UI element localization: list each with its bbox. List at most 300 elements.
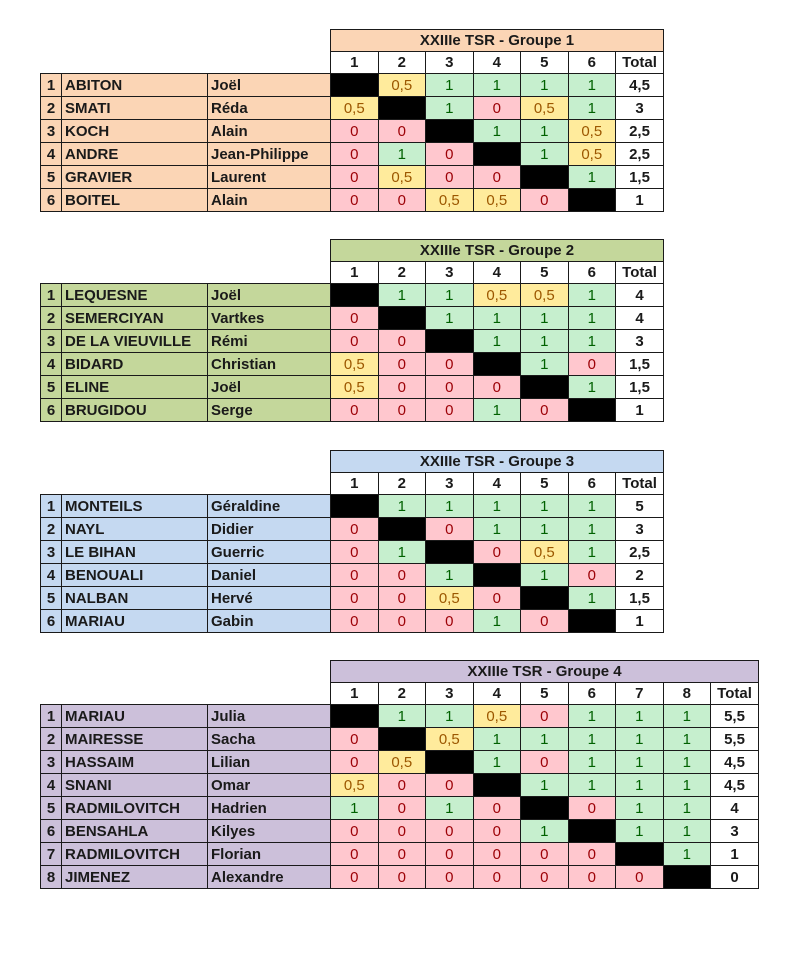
result-cell: 0,5 xyxy=(473,283,522,307)
player-rank: 2 xyxy=(40,96,62,120)
player-first-name: Alain xyxy=(207,188,331,212)
self-cell xyxy=(473,142,522,166)
result-cell: 1 xyxy=(568,773,617,797)
result-cell: 1 xyxy=(568,750,617,774)
player-first-name: Julia xyxy=(207,704,331,728)
result-cell: 1 xyxy=(520,119,569,143)
result-cell: 0 xyxy=(520,842,569,866)
result-cell: 1 xyxy=(473,329,522,353)
header-total: Total xyxy=(710,682,759,705)
result-cell: 0 xyxy=(378,352,427,376)
result-cell: 0 xyxy=(330,586,379,610)
result-cell: 0 xyxy=(378,865,427,889)
result-cell: 1 xyxy=(425,796,474,820)
result-cell: 1 xyxy=(378,704,427,728)
result-cell: 0 xyxy=(425,517,474,541)
player-first-name: Gabin xyxy=(207,609,331,633)
result-cell: 0,5 xyxy=(425,586,474,610)
self-cell xyxy=(663,865,712,889)
result-cell: 1 xyxy=(568,329,617,353)
result-cell: 0 xyxy=(473,796,522,820)
result-cell: 0 xyxy=(568,842,617,866)
player-rank: 5 xyxy=(40,165,62,189)
player-last-name: RADMILOVITCH xyxy=(61,842,208,866)
result-cell: 1 xyxy=(473,306,522,330)
result-cell: 0 xyxy=(520,398,569,422)
self-cell xyxy=(378,306,427,330)
player-first-name: Kilyes xyxy=(207,819,331,843)
result-cell: 0 xyxy=(425,865,474,889)
player-last-name: RADMILOVITCH xyxy=(61,796,208,820)
result-cell: 1 xyxy=(568,375,617,399)
header-opponent-number: 3 xyxy=(425,51,474,74)
result-cell: 0,5 xyxy=(378,165,427,189)
player-first-name: Vartkes xyxy=(207,306,331,330)
player-last-name: KOCH xyxy=(61,119,208,143)
self-cell xyxy=(473,563,522,587)
result-cell: 1 xyxy=(568,96,617,120)
player-total: 4,5 xyxy=(615,73,664,97)
header-opponent-number: 4 xyxy=(473,472,522,495)
result-cell: 0,5 xyxy=(520,540,569,564)
result-cell: 1 xyxy=(568,165,617,189)
result-cell: 1 xyxy=(520,773,569,797)
result-cell: 1 xyxy=(568,283,617,307)
result-cell: 0,5 xyxy=(520,283,569,307)
player-total: 1 xyxy=(615,609,664,633)
player-first-name: Alain xyxy=(207,119,331,143)
header-opponent-number: 6 xyxy=(568,682,617,705)
header-opponent-number: 6 xyxy=(568,472,617,495)
player-rank: 4 xyxy=(40,352,62,376)
header-opponent-number: 5 xyxy=(520,261,569,284)
header-opponent-number: 6 xyxy=(568,51,617,74)
player-total: 1,5 xyxy=(615,352,664,376)
header-opponent-number: 5 xyxy=(520,51,569,74)
result-cell: 0 xyxy=(473,842,522,866)
result-cell: 0 xyxy=(330,329,379,353)
result-cell: 0 xyxy=(330,865,379,889)
result-cell: 0 xyxy=(378,188,427,212)
player-last-name: ANDRE xyxy=(61,142,208,166)
player-last-name: JIMENEZ xyxy=(61,865,208,889)
player-rank: 7 xyxy=(40,842,62,866)
player-rank: 2 xyxy=(40,517,62,541)
group-title: XXIIIe TSR - Groupe 4 xyxy=(330,660,759,683)
player-total: 1,5 xyxy=(615,375,664,399)
result-cell: 1 xyxy=(473,727,522,751)
result-cell: 0 xyxy=(330,750,379,774)
result-cell: 1 xyxy=(568,704,617,728)
result-cell: 0 xyxy=(568,796,617,820)
result-cell: 0,5 xyxy=(330,375,379,399)
player-rank: 2 xyxy=(40,306,62,330)
player-rank: 5 xyxy=(40,796,62,820)
result-cell: 0 xyxy=(330,819,379,843)
player-first-name: Hervé xyxy=(207,586,331,610)
result-cell: 0 xyxy=(425,398,474,422)
player-rank: 1 xyxy=(40,283,62,307)
result-cell: 1 xyxy=(520,73,569,97)
result-cell: 0 xyxy=(568,563,617,587)
self-cell xyxy=(615,842,664,866)
result-cell: 1 xyxy=(520,329,569,353)
player-first-name: Guerric xyxy=(207,540,331,564)
result-cell: 1 xyxy=(520,727,569,751)
player-total: 4 xyxy=(615,306,664,330)
player-rank: 1 xyxy=(40,494,62,518)
player-rank: 5 xyxy=(40,375,62,399)
player-total: 4 xyxy=(615,283,664,307)
result-cell: 1 xyxy=(663,796,712,820)
result-cell: 0,5 xyxy=(425,188,474,212)
result-cell: 0 xyxy=(378,375,427,399)
result-cell: 0 xyxy=(330,563,379,587)
header-opponent-number: 3 xyxy=(425,472,474,495)
player-last-name: SMATI xyxy=(61,96,208,120)
result-cell: 0,5 xyxy=(330,96,379,120)
header-total: Total xyxy=(615,51,664,74)
result-cell: 0 xyxy=(330,842,379,866)
self-cell xyxy=(330,494,379,518)
self-cell xyxy=(425,119,474,143)
player-rank: 3 xyxy=(40,119,62,143)
player-last-name: MARIAU xyxy=(61,609,208,633)
player-last-name: LEQUESNE xyxy=(61,283,208,307)
header-opponent-number: 8 xyxy=(663,682,712,705)
player-rank: 6 xyxy=(40,398,62,422)
player-total: 2,5 xyxy=(615,142,664,166)
result-cell: 0 xyxy=(378,119,427,143)
player-first-name: Hadrien xyxy=(207,796,331,820)
result-cell: 1 xyxy=(473,750,522,774)
result-cell: 1 xyxy=(473,73,522,97)
result-cell: 0 xyxy=(330,517,379,541)
result-cell: 0 xyxy=(568,865,617,889)
player-last-name: NAYL xyxy=(61,517,208,541)
result-cell: 1 xyxy=(473,517,522,541)
player-first-name: Laurent xyxy=(207,165,331,189)
result-cell: 1 xyxy=(425,73,474,97)
result-cell: 1 xyxy=(663,704,712,728)
self-cell xyxy=(520,375,569,399)
result-cell: 1 xyxy=(615,750,664,774)
result-cell: 0,5 xyxy=(568,119,617,143)
player-last-name: BENOUALI xyxy=(61,563,208,587)
player-first-name: Lilian xyxy=(207,750,331,774)
result-cell: 1 xyxy=(520,142,569,166)
player-last-name: BOITEL xyxy=(61,188,208,212)
result-cell: 0 xyxy=(473,540,522,564)
result-cell: 1 xyxy=(473,609,522,633)
header-total: Total xyxy=(615,261,664,284)
self-cell xyxy=(568,188,617,212)
result-cell: 0 xyxy=(378,329,427,353)
result-cell: 0 xyxy=(425,142,474,166)
player-total: 1 xyxy=(615,188,664,212)
result-cell: 0 xyxy=(330,306,379,330)
player-total: 3 xyxy=(615,329,664,353)
player-first-name: Sacha xyxy=(207,727,331,751)
result-cell: 0,5 xyxy=(330,352,379,376)
header-opponent-number: 1 xyxy=(330,51,379,74)
result-cell: 0 xyxy=(330,398,379,422)
result-cell: 0 xyxy=(425,375,474,399)
result-cell: 0 xyxy=(378,796,427,820)
player-last-name: ELINE xyxy=(61,375,208,399)
player-rank: 3 xyxy=(40,750,62,774)
result-cell: 0 xyxy=(378,586,427,610)
group-title: XXIIIe TSR - Groupe 1 xyxy=(330,29,664,52)
header-opponent-number: 2 xyxy=(378,472,427,495)
header-opponent-number: 5 xyxy=(520,472,569,495)
header-opponent-number: 3 xyxy=(425,682,474,705)
player-first-name: Christian xyxy=(207,352,331,376)
header-opponent-number: 4 xyxy=(473,261,522,284)
player-last-name: BIDARD xyxy=(61,352,208,376)
result-cell: 0 xyxy=(520,865,569,889)
self-cell xyxy=(520,165,569,189)
result-cell: 0 xyxy=(378,819,427,843)
player-total: 1 xyxy=(710,842,759,866)
player-first-name: Joël xyxy=(207,283,331,307)
result-cell: 0 xyxy=(520,704,569,728)
result-cell: 1 xyxy=(520,494,569,518)
result-cell: 1 xyxy=(663,750,712,774)
player-rank: 8 xyxy=(40,865,62,889)
player-first-name: Alexandre xyxy=(207,865,331,889)
player-first-name: Serge xyxy=(207,398,331,422)
result-cell: 0 xyxy=(473,96,522,120)
self-cell xyxy=(425,329,474,353)
result-cell: 0 xyxy=(520,188,569,212)
player-first-name: Daniel xyxy=(207,563,331,587)
result-cell: 0 xyxy=(378,563,427,587)
self-cell xyxy=(425,540,474,564)
player-last-name: MONTEILS xyxy=(61,494,208,518)
player-last-name: SEMERCIYAN xyxy=(61,306,208,330)
header-opponent-number: 7 xyxy=(615,682,664,705)
result-cell: 0 xyxy=(378,842,427,866)
self-cell xyxy=(568,398,617,422)
result-cell: 0 xyxy=(473,165,522,189)
player-first-name: Joël xyxy=(207,73,331,97)
result-cell: 1 xyxy=(425,306,474,330)
result-cell: 1 xyxy=(615,704,664,728)
player-rank: 5 xyxy=(40,586,62,610)
result-cell: 0 xyxy=(330,727,379,751)
player-last-name: MARIAU xyxy=(61,704,208,728)
result-cell: 1 xyxy=(615,773,664,797)
player-last-name: NALBAN xyxy=(61,586,208,610)
result-cell: 0 xyxy=(330,609,379,633)
player-rank: 6 xyxy=(40,819,62,843)
group-title: XXIIIe TSR - Groupe 2 xyxy=(330,239,664,262)
player-first-name: Omar xyxy=(207,773,331,797)
result-cell: 1 xyxy=(520,563,569,587)
result-cell: 0,5 xyxy=(568,142,617,166)
player-rank: 3 xyxy=(40,329,62,353)
player-first-name: Joël xyxy=(207,375,331,399)
self-cell xyxy=(378,727,427,751)
result-cell: 0 xyxy=(330,119,379,143)
player-rank: 2 xyxy=(40,727,62,751)
result-cell: 0 xyxy=(425,773,474,797)
self-cell xyxy=(568,819,617,843)
result-cell: 1 xyxy=(425,563,474,587)
result-cell: 1 xyxy=(663,727,712,751)
header-opponent-number: 1 xyxy=(330,261,379,284)
result-cell: 1 xyxy=(378,283,427,307)
player-total: 1 xyxy=(615,398,664,422)
player-rank: 4 xyxy=(40,142,62,166)
player-rank: 1 xyxy=(40,73,62,97)
header-opponent-number: 2 xyxy=(378,261,427,284)
result-cell: 0 xyxy=(330,142,379,166)
player-rank: 6 xyxy=(40,609,62,633)
self-cell xyxy=(473,352,522,376)
player-last-name: HASSAIM xyxy=(61,750,208,774)
player-last-name: LE BIHAN xyxy=(61,540,208,564)
result-cell: 0 xyxy=(425,609,474,633)
header-opponent-number: 3 xyxy=(425,261,474,284)
result-cell: 0 xyxy=(378,773,427,797)
self-cell xyxy=(330,283,379,307)
result-cell: 1 xyxy=(568,727,617,751)
player-last-name: ABITON xyxy=(61,73,208,97)
result-cell: 0 xyxy=(330,540,379,564)
header-opponent-number: 1 xyxy=(330,472,379,495)
player-rank: 3 xyxy=(40,540,62,564)
result-cell: 0 xyxy=(473,819,522,843)
self-cell xyxy=(520,586,569,610)
player-rank: 6 xyxy=(40,188,62,212)
result-cell: 1 xyxy=(568,306,617,330)
result-cell: 1 xyxy=(520,517,569,541)
player-total: 5,5 xyxy=(710,704,759,728)
result-cell: 1 xyxy=(425,704,474,728)
result-cell: 1 xyxy=(568,73,617,97)
self-cell xyxy=(520,796,569,820)
result-cell: 0 xyxy=(615,865,664,889)
self-cell xyxy=(568,609,617,633)
player-total: 1,5 xyxy=(615,165,664,189)
player-rank: 4 xyxy=(40,773,62,797)
player-total: 5,5 xyxy=(710,727,759,751)
result-cell: 1 xyxy=(425,283,474,307)
player-total: 3 xyxy=(710,819,759,843)
player-first-name: Réda xyxy=(207,96,331,120)
player-total: 4,5 xyxy=(710,773,759,797)
header-opponent-number: 4 xyxy=(473,51,522,74)
result-cell: 1 xyxy=(615,796,664,820)
player-last-name: SNANI xyxy=(61,773,208,797)
header-total: Total xyxy=(615,472,664,495)
result-cell: 0 xyxy=(378,609,427,633)
result-cell: 1 xyxy=(615,819,664,843)
player-first-name: Jean-Philippe xyxy=(207,142,331,166)
player-total: 2,5 xyxy=(615,119,664,143)
group-title: XXIIIe TSR - Groupe 3 xyxy=(330,450,664,473)
self-cell xyxy=(473,773,522,797)
player-last-name: MAIRESSE xyxy=(61,727,208,751)
result-cell: 1 xyxy=(473,119,522,143)
player-total: 3 xyxy=(615,96,664,120)
result-cell: 1 xyxy=(663,842,712,866)
self-cell xyxy=(378,96,427,120)
player-total: 2,5 xyxy=(615,540,664,564)
header-opponent-number: 5 xyxy=(520,682,569,705)
result-cell: 0 xyxy=(568,352,617,376)
player-total: 4 xyxy=(710,796,759,820)
result-cell: 0 xyxy=(473,586,522,610)
header-opponent-number: 2 xyxy=(378,51,427,74)
result-cell: 1 xyxy=(425,494,474,518)
player-last-name: BRUGIDOU xyxy=(61,398,208,422)
player-total: 2 xyxy=(615,563,664,587)
result-cell: 0 xyxy=(425,819,474,843)
result-cell: 1 xyxy=(568,494,617,518)
player-first-name: Florian xyxy=(207,842,331,866)
player-total: 5 xyxy=(615,494,664,518)
result-cell: 1 xyxy=(378,142,427,166)
player-rank: 4 xyxy=(40,563,62,587)
result-cell: 0 xyxy=(473,865,522,889)
result-cell: 1 xyxy=(330,796,379,820)
result-cell: 1 xyxy=(520,352,569,376)
result-cell: 1 xyxy=(663,819,712,843)
player-rank: 1 xyxy=(40,704,62,728)
self-cell xyxy=(378,517,427,541)
result-cell: 0,5 xyxy=(473,188,522,212)
result-cell: 1 xyxy=(425,96,474,120)
result-cell: 1 xyxy=(378,494,427,518)
player-first-name: Rémi xyxy=(207,329,331,353)
result-cell: 0 xyxy=(520,750,569,774)
result-cell: 1 xyxy=(520,819,569,843)
header-opponent-number: 1 xyxy=(330,682,379,705)
result-cell: 0 xyxy=(425,165,474,189)
result-cell: 0,5 xyxy=(473,704,522,728)
result-cell: 0 xyxy=(425,352,474,376)
result-cell: 1 xyxy=(473,494,522,518)
header-opponent-number: 4 xyxy=(473,682,522,705)
player-last-name: GRAVIER xyxy=(61,165,208,189)
player-total: 1,5 xyxy=(615,586,664,610)
header-opponent-number: 2 xyxy=(378,682,427,705)
result-cell: 1 xyxy=(520,306,569,330)
result-cell: 0,5 xyxy=(330,773,379,797)
self-cell xyxy=(425,750,474,774)
result-cell: 0 xyxy=(330,188,379,212)
result-cell: 0 xyxy=(425,842,474,866)
player-first-name: Didier xyxy=(207,517,331,541)
player-last-name: DE LA VIEUVILLE xyxy=(61,329,208,353)
self-cell xyxy=(330,73,379,97)
result-cell: 1 xyxy=(568,586,617,610)
result-cell: 0,5 xyxy=(425,727,474,751)
player-total: 3 xyxy=(615,517,664,541)
result-cell: 0,5 xyxy=(378,750,427,774)
header-opponent-number: 6 xyxy=(568,261,617,284)
result-cell: 0 xyxy=(473,375,522,399)
result-cell: 0 xyxy=(378,398,427,422)
result-cell: 1 xyxy=(663,773,712,797)
result-cell: 0,5 xyxy=(378,73,427,97)
player-total: 4,5 xyxy=(710,750,759,774)
player-last-name: BENSAHLA xyxy=(61,819,208,843)
result-cell: 0 xyxy=(330,165,379,189)
